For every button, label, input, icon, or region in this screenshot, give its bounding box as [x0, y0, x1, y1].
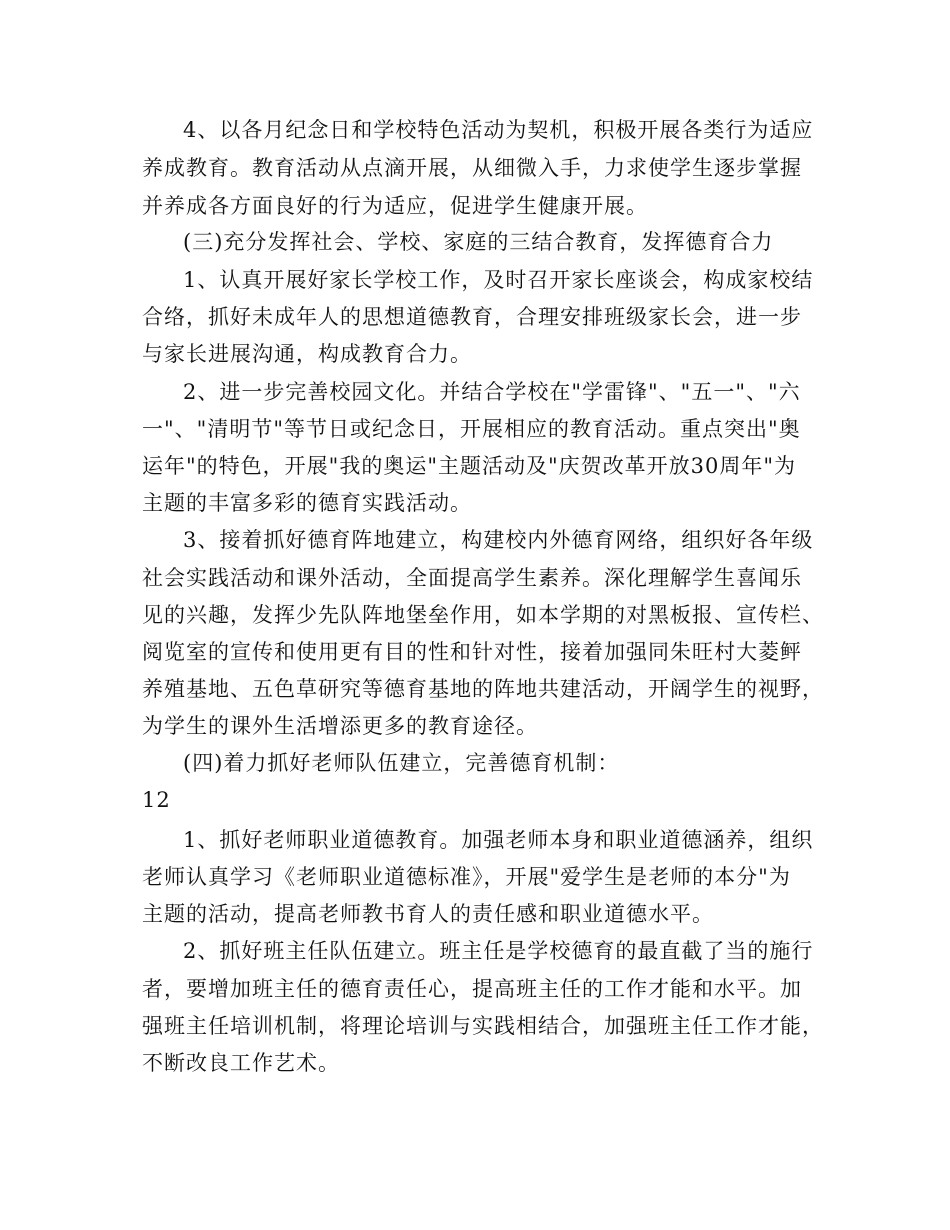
section-heading: (三)充分发挥社会、学校、家庭的三结合教育，发挥德育合力: [183, 230, 774, 254]
text-line: 不断改良工作艺术。: [142, 1051, 340, 1075]
text-line: 主题的活动，提高老师教书育人的责任感和职业道德水平。: [142, 902, 714, 926]
text-line: 强班主任培训机制，将理论培训与实践相结合，加强班主任工作才能，: [142, 1014, 824, 1038]
text-line: 1、抓好老师职业道德教育。加强老师本身和职业道德涵养，组织: [183, 828, 814, 852]
text-line: 4、以各月纪念日和学校特色活动为契机，积极开展各类行为适应: [183, 118, 814, 142]
text-line: 养殖基地、五色草研究等德育基地的阵地共建活动，开阔学生的视野，: [142, 677, 824, 701]
text-line: 1、认真开展好家长学校工作，及时召开家长座谈会，构成家校结: [183, 268, 814, 292]
section-heading: (四)着力抓好老师队伍建立，完善德育机制：: [183, 751, 620, 775]
text-line: 运年"的特色，开展"我的奥运"主题活动及"庆贺改革开放30周年"为: [142, 454, 797, 478]
text-line: 2、抓好班主任队伍建立。班主任是学校德育的最直截了当的施行: [183, 939, 814, 963]
text-line: 者，要增加班主任的德育责任心，提高班主任的工作才能和水平。加: [142, 977, 802, 1001]
text-line: 阅览室的宣传和使用更有目的性和针对性，接着加强同朱旺村大菱鲆: [142, 640, 802, 664]
text-line: 主题的丰富多彩的德育实践活动。: [142, 491, 472, 515]
text-line: 见的兴趣，发挥少先队阵地堡垒作用，如本学期的对黑板报、宣传栏、: [142, 603, 824, 627]
page-number: 12: [142, 788, 171, 812]
text-line: 3、接着抓好德育阵地建立，构建校内外德育网络，组织好各年级: [183, 528, 814, 552]
text-line: 老师认真学习《老师职业道德标准》，开展"爱学生是老师的本分"为: [142, 865, 791, 889]
text-line: 养成教育。教育活动从点滴开展，从细微入手，力求使学生逐步掌握: [142, 156, 802, 180]
text-line: 合络，抓好未成年人的思想道德教育，合理安排班级家长会，进一步: [142, 305, 802, 329]
text-line: 与家长进展沟通，构成教育合力。: [142, 342, 472, 366]
text-line: 为学生的课外生活增添更多的教育途径。: [142, 714, 538, 738]
text-line: 并养成各方面良好的行为适应，促进学生健康开展。: [142, 194, 648, 218]
text-line: 2、进一步完善校园文化。并结合学校在"学雷锋"、"五一"、"六: [183, 380, 801, 404]
text-line: 社会实践活动和课外活动，全面提高学生素养。深化理解学生喜闻乐: [142, 566, 802, 590]
text-line: 一"、"清明节"等节日或纪念日，开展相应的教育活动。重点突出"奥: [142, 417, 801, 441]
